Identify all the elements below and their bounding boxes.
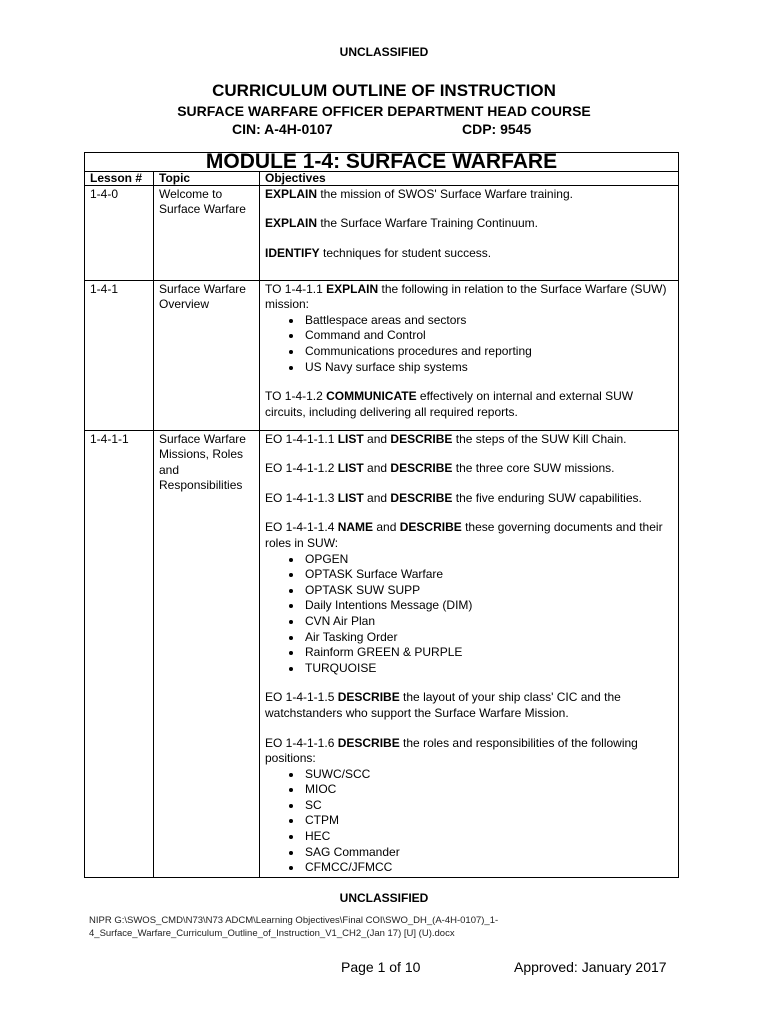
lesson-objectives [260, 280, 679, 430]
list-item: • US Navy surface ship systems [303, 360, 673, 376]
objective [265, 389, 673, 420]
objective-id: TO 1-4-1.2 [265, 389, 327, 404]
lesson-objectives [260, 430, 679, 877]
file-path: NIPR G:\SWOS_CMD\N73\N73 ADCM\Learning Objectives\Final COI\SWO_DH_(A-4H-0107)_1-4_Surface_Warfare_Curriculum_Outline_of_Instruction_V1_CH2_(Jan 17) [U] (U).docx [89, 915, 499, 939]
objective-verb: LIST [337, 431, 364, 446]
objective-verb-2: DESCRIBE [390, 490, 453, 505]
objective [265, 432, 673, 448]
approval-date: Approved: January 2017 [514, 959, 667, 975]
objective-bullet-list [265, 767, 673, 876]
objective-text: the five enduring SUW capabilities. [452, 490, 642, 505]
objective-text: the roles and responsibilities of the following positions: [265, 735, 638, 766]
objective-connector: and [363, 461, 391, 476]
objective-verb: COMMUNICATE [326, 389, 417, 404]
objective [265, 246, 673, 262]
objective [265, 187, 673, 203]
classification-bottom: UNCLASSIFIED [339, 891, 429, 905]
list-item: • Rainform GREEN & PURPLE [303, 645, 673, 661]
objective [265, 282, 673, 376]
list-item: • Air Tasking Order [303, 630, 673, 646]
objective-text: the steps of the SUW Kill Chain. [452, 431, 627, 446]
list-item: • OPTASK SUW SUPP [303, 583, 673, 599]
table-row [85, 280, 679, 430]
objective-connector: and [373, 520, 400, 535]
objective-connector: and [363, 431, 391, 446]
objective-verb: NAME [337, 520, 374, 535]
objective-connector: and [363, 490, 391, 505]
page-number: Page 1 of 10 [341, 959, 421, 975]
list-item: • SC [303, 798, 673, 814]
column-header-objectives: Objectives [260, 171, 679, 185]
list-item: • CTPM [303, 813, 673, 829]
lesson-number: 1-4-1 [85, 280, 154, 430]
objective [265, 736, 673, 876]
objective-verb: LIST [337, 461, 364, 476]
list-item: • Command and Control [303, 328, 673, 344]
cin-number: CIN: A-4H-0107 [232, 121, 333, 137]
objective-verb: EXPLAIN [326, 281, 379, 296]
objective-id: EO 1-4-1-1.5 [265, 690, 338, 705]
objective-id: EO 1-4-1-1.2 [265, 461, 338, 476]
objective-id: EO 1-4-1-1.6 [265, 735, 338, 750]
objective-text: techniques for student success. [319, 245, 492, 260]
objective-text: the mission of SWOS' Surface Warfare training. [317, 186, 573, 201]
list-item: • HEC [303, 829, 673, 845]
objective [265, 216, 673, 232]
list-item: • SUWC/SCC [303, 767, 673, 783]
objective [265, 520, 673, 676]
list-item: • Communications procedures and reporting [303, 344, 673, 360]
curriculum-table [84, 152, 679, 878]
objective-verb: IDENTIFY [265, 245, 320, 260]
list-item: • OPTASK Surface Warfare [303, 567, 673, 583]
column-header-topic: Topic [154, 171, 260, 185]
objective-id: EO 1-4-1-1.1 [265, 431, 338, 446]
objective [265, 491, 673, 507]
objective-verb: LIST [337, 490, 364, 505]
column-header-lesson: Lesson # [85, 171, 154, 185]
objective-bullet-list [265, 313, 673, 375]
objective-verb: EXPLAIN [265, 216, 318, 231]
cdp-number: CDP: 9545 [462, 121, 532, 137]
classification-top: UNCLASSIFIED [339, 45, 429, 59]
list-item: • TURQUOISE [303, 661, 673, 677]
objective-text: these governing documents and their roles in SUW: [265, 520, 663, 550]
objective-text: the layout of your ship class' CIC and the watchstanders who support the Surface Warfare Mission. [265, 690, 621, 720]
objective-text: the following in relation to the Surface Warfare (SUW) mission: [265, 281, 667, 312]
objective [265, 461, 673, 477]
objective-id: EO 1-4-1-1.3 [265, 490, 338, 505]
objective-text: the Surface Warfare Training Continuum. [317, 216, 539, 231]
lesson-number: 1-4-1-1 [85, 430, 154, 877]
objective-id: TO 1-4-1.1 [265, 281, 327, 296]
objective-verb: EXPLAIN [265, 186, 318, 201]
list-item: • CFMCC/JFMCC [303, 860, 673, 876]
list-item: • Daily Intentions Message (DIM) [303, 598, 673, 614]
objective-text: the three core SUW missions. [452, 461, 615, 476]
objective-verb-2: DESCRIBE [399, 520, 462, 535]
lesson-objectives [260, 185, 679, 280]
document-subtitle: SURFACE WARFARE OFFICER DEPARTMENT HEAD COURSE [177, 103, 591, 119]
lesson-topic: Surface Warfare Overview [154, 280, 260, 430]
objective-verb: DESCRIBE [337, 690, 400, 705]
objective-id: EO 1-4-1-1.4 [265, 520, 338, 535]
list-item: • MIOC [303, 782, 673, 798]
list-item: • CVN Air Plan [303, 614, 673, 630]
objective-text: effectively on internal and external SUW circuits, including delivering all required reports. [265, 389, 634, 419]
table-body [85, 185, 679, 877]
list-item: • SAG Commander [303, 845, 673, 861]
document-title: CURRICULUM OUTLINE OF INSTRUCTION [212, 81, 556, 100]
table-row [85, 185, 679, 280]
lesson-topic: Surface Warfare Missions, Roles and Responsibilities [154, 430, 260, 877]
lesson-topic: Welcome to Surface Warfare [154, 185, 260, 280]
objective-verb-2: DESCRIBE [390, 461, 453, 476]
objective-bullet-list [265, 552, 673, 677]
objective [265, 690, 673, 721]
module-title: MODULE 1-4: SURFACE WARFARE [85, 153, 679, 172]
list-item: • OPGEN [303, 552, 673, 568]
objective-verb: DESCRIBE [337, 735, 400, 750]
table-row [85, 430, 679, 877]
objective-verb-2: DESCRIBE [390, 431, 453, 446]
lesson-number: 1-4-0 [85, 185, 154, 280]
list-item: • Battlespace areas and sectors [303, 313, 673, 329]
